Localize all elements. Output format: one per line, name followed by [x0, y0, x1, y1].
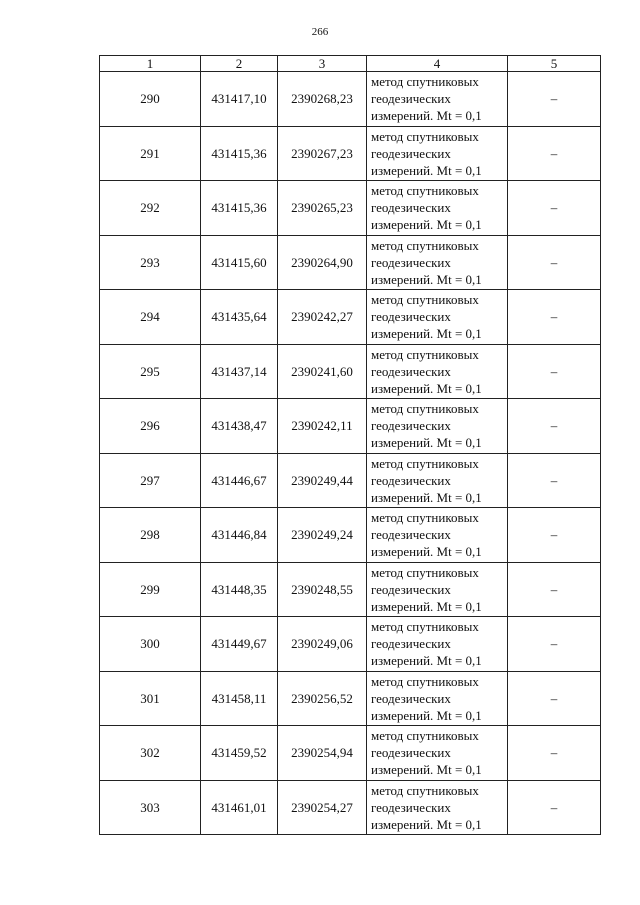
- note-cell: –: [508, 508, 601, 563]
- x-coordinate-cell: 431446,67: [201, 453, 278, 508]
- method-text-line: метод спутниковых: [371, 237, 479, 253]
- y-coordinate-cell: 2390267,23: [278, 126, 367, 181]
- column-header-1: 1: [100, 56, 201, 72]
- table-row: [100, 508, 601, 563]
- table-row: [100, 726, 601, 781]
- method-text-line: геодезических: [371, 91, 451, 107]
- method-text-line: метод спутниковых: [371, 728, 479, 744]
- method-text-line: геодезических: [371, 745, 451, 761]
- method-text-line: метод спутниковых: [371, 619, 479, 635]
- note-cell: –: [508, 726, 601, 781]
- method-cell: [367, 617, 508, 672]
- note-cell: –: [508, 453, 601, 508]
- table-row: [100, 290, 601, 345]
- y-coordinate-cell: 2390241,60: [278, 344, 367, 399]
- x-coordinate-cell: 431446,84: [201, 508, 278, 563]
- method-text-line: измерений. Mt = 0,1: [371, 435, 482, 451]
- y-coordinate-cell: 2390248,55: [278, 562, 367, 617]
- x-coordinate-cell: 431458,11: [201, 671, 278, 726]
- table-row: [100, 562, 601, 617]
- point-number-cell: 297: [100, 453, 201, 508]
- method-cell: [367, 562, 508, 617]
- method-text-line: метод спутниковых: [371, 673, 479, 689]
- point-number-cell: 299: [100, 562, 201, 617]
- y-coordinate-cell: 2390254,27: [278, 780, 367, 835]
- table-row: [100, 671, 601, 726]
- method-text-line: геодезических: [371, 254, 451, 270]
- x-coordinate-cell: 431435,64: [201, 290, 278, 345]
- point-number-cell: 295: [100, 344, 201, 399]
- point-number-cell: 292: [100, 181, 201, 236]
- method-text-line: метод спутниковых: [371, 292, 479, 308]
- method-cell: [367, 671, 508, 726]
- method-text-line: метод спутниковых: [371, 183, 479, 199]
- note-cell: –: [508, 126, 601, 181]
- method-text-line: измерений. Mt = 0,1: [371, 816, 482, 832]
- method-cell: [367, 235, 508, 290]
- method-text-line: измерений. Mt = 0,1: [371, 653, 482, 669]
- table-row: [100, 235, 601, 290]
- column-header-4: 4: [367, 56, 508, 72]
- note-cell: –: [508, 290, 601, 345]
- x-coordinate-cell: 431461,01: [201, 780, 278, 835]
- table-row: [100, 181, 601, 236]
- y-coordinate-cell: 2390249,44: [278, 453, 367, 508]
- method-text-line: метод спутниковых: [371, 401, 479, 417]
- method-cell: [367, 126, 508, 181]
- method-text-line: измерений. Mt = 0,1: [371, 762, 482, 778]
- note-cell: –: [508, 780, 601, 835]
- note-cell: –: [508, 181, 601, 236]
- y-coordinate-cell: 2390249,24: [278, 508, 367, 563]
- y-coordinate-cell: 2390268,23: [278, 72, 367, 127]
- note-cell: –: [508, 235, 601, 290]
- method-cell: [367, 726, 508, 781]
- note-cell: –: [508, 344, 601, 399]
- x-coordinate-cell: 431415,60: [201, 235, 278, 290]
- method-text-line: геодезических: [371, 363, 451, 379]
- method-text-line: метод спутниковых: [371, 782, 479, 798]
- point-number-cell: 296: [100, 399, 201, 454]
- method-text-line: измерений. Mt = 0,1: [371, 544, 482, 560]
- table-row: [100, 453, 601, 508]
- table-row: [100, 399, 601, 454]
- point-number-cell: 294: [100, 290, 201, 345]
- method-text-line: геодезических: [371, 799, 451, 815]
- method-text-line: геодезических: [371, 581, 451, 597]
- point-number-cell: 290: [100, 72, 201, 127]
- method-text-line: геодезических: [371, 472, 451, 488]
- method-text-line: измерений. Mt = 0,1: [371, 217, 482, 233]
- coordinates-table: [99, 55, 601, 835]
- point-number-cell: 302: [100, 726, 201, 781]
- method-text-line: метод спутниковых: [371, 74, 479, 90]
- method-text-line: метод спутниковых: [371, 510, 479, 526]
- method-text-line: геодезических: [371, 200, 451, 216]
- method-text-line: измерений. Mt = 0,1: [371, 489, 482, 505]
- table-body: [100, 72, 601, 835]
- x-coordinate-cell: 431415,36: [201, 181, 278, 236]
- method-text-line: геодезических: [371, 309, 451, 325]
- y-coordinate-cell: 2390254,94: [278, 726, 367, 781]
- x-coordinate-cell: 431448,35: [201, 562, 278, 617]
- note-cell: –: [508, 72, 601, 127]
- point-number-cell: 303: [100, 780, 201, 835]
- table-row: [100, 344, 601, 399]
- x-coordinate-cell: 431415,36: [201, 126, 278, 181]
- method-cell: [367, 453, 508, 508]
- table-row: [100, 126, 601, 181]
- table-header-row: [100, 56, 601, 72]
- column-header-2: 2: [201, 56, 278, 72]
- method-cell: [367, 72, 508, 127]
- method-text-line: геодезических: [371, 418, 451, 434]
- method-text-line: геодезических: [371, 145, 451, 161]
- x-coordinate-cell: 431438,47: [201, 399, 278, 454]
- method-text-line: измерений. Mt = 0,1: [371, 326, 482, 342]
- y-coordinate-cell: 2390264,90: [278, 235, 367, 290]
- method-cell: [367, 399, 508, 454]
- method-text-line: метод спутниковых: [371, 346, 479, 362]
- y-coordinate-cell: 2390265,23: [278, 181, 367, 236]
- note-cell: –: [508, 562, 601, 617]
- x-coordinate-cell: 431437,14: [201, 344, 278, 399]
- method-text-line: измерений. Mt = 0,1: [371, 108, 482, 124]
- y-coordinate-cell: 2390256,52: [278, 671, 367, 726]
- method-text-line: метод спутниковых: [371, 128, 479, 144]
- method-text-line: измерений. Mt = 0,1: [371, 380, 482, 396]
- point-number-cell: 291: [100, 126, 201, 181]
- method-cell: [367, 344, 508, 399]
- method-text-line: измерений. Mt = 0,1: [371, 707, 482, 723]
- note-cell: –: [508, 399, 601, 454]
- table-row: [100, 617, 601, 672]
- point-number-cell: 301: [100, 671, 201, 726]
- method-text-line: измерений. Mt = 0,1: [371, 162, 482, 178]
- method-cell: [367, 290, 508, 345]
- method-text-line: метод спутниковых: [371, 564, 479, 580]
- method-text-line: геодезических: [371, 527, 451, 543]
- method-text-line: измерений. Mt = 0,1: [371, 271, 482, 287]
- method-text-line: измерений. Mt = 0,1: [371, 598, 482, 614]
- note-cell: –: [508, 671, 601, 726]
- x-coordinate-cell: 431459,52: [201, 726, 278, 781]
- table-row: [100, 780, 601, 835]
- column-header-3: 3: [278, 56, 367, 72]
- point-number-cell: 300: [100, 617, 201, 672]
- point-number-cell: 298: [100, 508, 201, 563]
- note-cell: –: [508, 617, 601, 672]
- point-number-cell: 293: [100, 235, 201, 290]
- method-text-line: геодезических: [371, 690, 451, 706]
- x-coordinate-cell: 431449,67: [201, 617, 278, 672]
- method-cell: [367, 181, 508, 236]
- method-text-line: метод спутниковых: [371, 455, 479, 471]
- table-row: [100, 72, 601, 127]
- y-coordinate-cell: 2390249,06: [278, 617, 367, 672]
- page-number: 266: [311, 26, 329, 38]
- x-coordinate-cell: 431417,10: [201, 72, 278, 127]
- method-text-line: геодезических: [371, 636, 451, 652]
- method-cell: [367, 508, 508, 563]
- y-coordinate-cell: 2390242,27: [278, 290, 367, 345]
- method-cell: [367, 780, 508, 835]
- y-coordinate-cell: 2390242,11: [278, 399, 367, 454]
- column-header-5: 5: [508, 56, 601, 72]
